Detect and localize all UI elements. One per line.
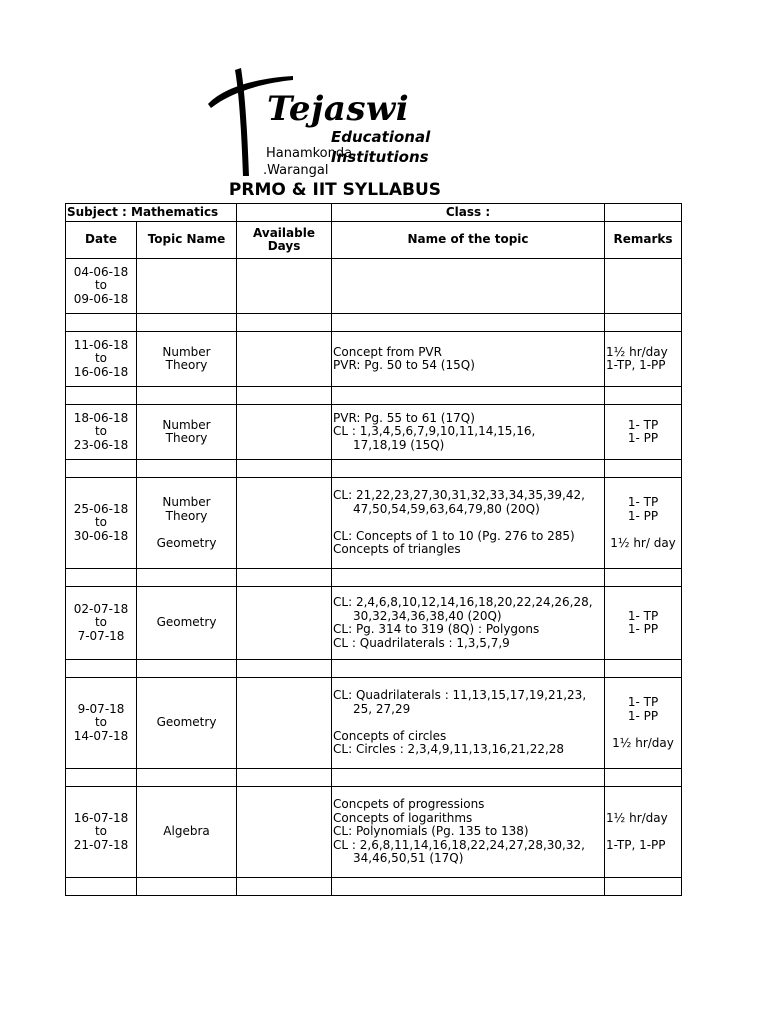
remarks-cell-line: 1-TP, 1-PP — [606, 837, 666, 852]
remarks-cell-line: 1-TP, 1-PP — [606, 358, 666, 372]
date-cell-line: 30-06-18 — [73, 528, 129, 543]
remarks-cell-line: 1- PP — [627, 508, 659, 523]
topic-name-cell-line: Geometry — [156, 715, 217, 730]
spacer-cell — [137, 878, 237, 896]
spacer-cell — [332, 314, 605, 332]
remarks-cell — [605, 405, 682, 460]
topic-detail-cell-line: CL: Circles : 2,3,4,9,11,13,16,21,22,28 — [333, 742, 565, 757]
spacer-cell — [66, 387, 137, 405]
available-days-cell — [237, 587, 332, 660]
remarks-cell-line: 1½ hr/day — [612, 735, 674, 750]
date-cell-line: 09-06-18 — [73, 291, 129, 306]
spacer-cell — [237, 314, 332, 332]
topic-name-cell — [137, 678, 237, 769]
spacer-cell — [137, 314, 237, 332]
topic-detail-cell-line: CL : Quadrilaterals : 1,3,5,7,9 — [333, 635, 510, 650]
table-row — [66, 587, 682, 660]
table-row — [66, 678, 682, 769]
logo-location-line2: .Warangal — [263, 163, 329, 178]
topic-detail-cell-line: Concepts of circles — [333, 728, 447, 743]
class-label: Class : — [332, 204, 605, 222]
spacer-cell — [605, 660, 682, 678]
document-title: PRMO & IIT SYLLABUS — [228, 180, 442, 200]
remarks-cell-line — [606, 523, 680, 537]
spacer-cell — [237, 460, 332, 478]
logo-brand-text: Tejaswi — [267, 89, 410, 129]
topic-name-cell-line: Theory — [165, 358, 208, 372]
remarks-cell-line: 1½ hr/day — [606, 810, 668, 825]
spacer-row — [66, 387, 682, 405]
remarks-cell-line: 1- TP — [627, 417, 659, 432]
remarks-cell — [605, 478, 682, 569]
topic-name-cell-line: Geometry — [156, 535, 217, 550]
logo-subtitle-educational: Educational — [331, 128, 431, 146]
spacer-cell — [66, 660, 137, 678]
spacer-cell — [605, 460, 682, 478]
remarks-cell-line: 1- PP — [627, 708, 659, 723]
date-cell-line: 02-07-18 — [73, 601, 129, 616]
remarks-cell — [605, 587, 682, 660]
topic-name-cell — [137, 587, 237, 660]
spacer-cell — [332, 878, 605, 896]
spacer-cell — [605, 878, 682, 896]
spacer-cell — [332, 769, 605, 787]
spacer-cell — [237, 769, 332, 787]
remarks-cell-line: 1½ hr/day — [606, 344, 668, 359]
available-days-cell — [237, 332, 332, 387]
remarks-cell — [605, 678, 682, 769]
topic-name-cell-line: Number — [162, 495, 211, 509]
remarks-cell-line: 1- PP — [627, 622, 659, 636]
col-header-remarks: Remarks — [605, 222, 682, 259]
topic-detail-cell — [332, 478, 605, 569]
date-cell — [66, 332, 137, 387]
topic-name-cell-line: Number — [162, 344, 211, 359]
date-cell-line: 04-06-18 — [73, 264, 129, 279]
remarks-cell-line — [606, 825, 680, 839]
table-row — [66, 259, 682, 314]
topic-detail-cell-line: CL: Polynomials (Pg. 135 to 138) — [333, 824, 529, 839]
date-cell — [66, 259, 137, 314]
topic-detail-cell-line: CL: 2,4,6,8,10,12,14,16,18,20,22,24,26,28, — [333, 595, 593, 609]
date-cell-line: to — [94, 278, 108, 293]
topic-name-cell-line — [138, 523, 235, 537]
topic-name-cell-line: Number — [162, 417, 211, 432]
spacer-cell — [66, 769, 137, 787]
spacer-cell — [605, 769, 682, 787]
spacer-row — [66, 878, 682, 896]
spacer-cell — [237, 660, 332, 678]
col-header-topic: Topic Name — [137, 222, 237, 259]
topic-detail-cell-line — [333, 516, 603, 530]
remarks-cell-line: 1½ hr/ day — [610, 535, 676, 550]
date-cell-line: to — [94, 824, 108, 839]
topic-detail-cell-line: 17,18,19 (15Q) — [353, 437, 445, 452]
spacer-cell — [237, 569, 332, 587]
subject-spacer-cell — [237, 204, 332, 222]
topic-detail-cell-line: Concept from PVR — [333, 344, 442, 359]
topic-detail-cell-line — [333, 716, 603, 730]
topic-name-cell — [137, 332, 237, 387]
topic-detail-cell — [332, 332, 605, 387]
date-cell — [66, 478, 137, 569]
date-cell-line: 18-06-18 — [73, 410, 129, 425]
date-cell-line: 11-06-18 — [73, 337, 129, 352]
topic-detail-cell-line: Concepts of triangles — [333, 542, 461, 557]
topic-detail-cell-line: CL: 21,22,23,27,30,31,32,33,34,35,39,42, — [333, 488, 585, 503]
subject-label: Subject : Mathematics — [66, 204, 237, 222]
subject-row — [66, 204, 682, 222]
syllabus-table — [65, 203, 682, 896]
date-cell-line: 25-06-18 — [73, 501, 129, 516]
topic-detail-cell-line: Concepts of logarithms — [333, 810, 473, 825]
remarks-cell — [605, 332, 682, 387]
spacer-cell — [237, 387, 332, 405]
remarks-cell-line: 1- PP — [627, 431, 659, 445]
date-cell-line: 23-06-18 — [73, 437, 129, 452]
spacer-cell — [332, 569, 605, 587]
spacer-cell — [66, 460, 137, 478]
topic-detail-cell — [332, 787, 605, 878]
spacer-cell — [66, 569, 137, 587]
topic-detail-cell-line: 47,50,54,59,63,64,79,80 (20Q) — [353, 501, 540, 516]
topic-name-cell-line: Theory — [165, 431, 208, 445]
spacer-cell — [137, 769, 237, 787]
available-days-cell — [237, 478, 332, 569]
date-cell-line: to — [94, 715, 108, 730]
topic-detail-cell-line: PVR: Pg. 55 to 61 (17Q) — [333, 410, 475, 425]
topic-detail-cell-line: 34,46,50,51 (17Q) — [353, 851, 464, 866]
date-cell-line: 16-07-18 — [73, 810, 129, 825]
date-cell-line: to — [94, 351, 108, 366]
spacer-cell — [332, 460, 605, 478]
available-days-cell — [237, 405, 332, 460]
topic-detail-cell — [332, 259, 605, 314]
spacer-cell — [66, 314, 137, 332]
topic-name-cell — [137, 478, 237, 569]
topic-detail-cell-line: 30,32,34,36,38,40 (20Q) — [353, 608, 502, 623]
spacer-row — [66, 314, 682, 332]
spacer-cell — [332, 387, 605, 405]
topic-detail-cell-line: CL : 2,6,8,11,14,16,18,22,24,27,28,30,32, — [333, 837, 585, 852]
logo-subtitle-institutions: Institutions — [331, 148, 429, 166]
topic-name-cell-line: Algebra — [163, 824, 210, 839]
spacer-cell — [137, 569, 237, 587]
topic-name-cell — [137, 405, 237, 460]
spacer-cell — [137, 387, 237, 405]
spacer-cell — [605, 569, 682, 587]
spacer-cell — [237, 878, 332, 896]
table-row — [66, 787, 682, 878]
logo-location-line1: Hanamkonda, — [266, 146, 357, 161]
remarks-cell — [605, 259, 682, 314]
date-cell — [66, 405, 137, 460]
table-row — [66, 478, 682, 569]
class-value-cell — [605, 204, 682, 222]
date-cell-line: to — [94, 615, 108, 630]
remarks-cell — [605, 787, 682, 878]
topic-name-cell-line: Theory — [165, 508, 208, 523]
spacer-cell — [605, 387, 682, 405]
date-cell-line: 16-06-18 — [73, 364, 129, 379]
topic-name-cell — [137, 787, 237, 878]
spacer-cell — [66, 878, 137, 896]
available-days-cell — [237, 787, 332, 878]
remarks-cell-line: 1- TP — [627, 695, 659, 709]
topic-detail-cell-line: CL : 1,3,4,5,6,7,9,10,11,14,15,16, — [333, 424, 536, 439]
topic-detail-cell-line: CL: Quadrilaterals : 11,13,15,17,19,21,23, — [333, 688, 587, 703]
table-row — [66, 405, 682, 460]
spacer-cell — [332, 660, 605, 678]
date-cell-line: 7-07-18 — [77, 628, 125, 643]
spacer-cell — [137, 460, 237, 478]
topic-detail-cell-line: CL: Pg. 314 to 319 (8Q) : Polygons — [333, 622, 540, 636]
date-cell-line: 21-07-18 — [73, 837, 129, 852]
remarks-cell-line: 1- TP — [627, 608, 659, 623]
column-header-row — [66, 222, 682, 259]
date-cell-line: 9-07-18 — [77, 701, 125, 716]
date-cell — [66, 678, 137, 769]
spacer-row — [66, 660, 682, 678]
remarks-cell-line: 1- TP — [627, 495, 659, 509]
topic-detail-cell-line: Concpets of progressions — [333, 797, 485, 812]
topic-detail-cell-line: PVR: Pg. 50 to 54 (15Q) — [333, 358, 475, 372]
spacer-cell — [137, 660, 237, 678]
topic-detail-cell — [332, 587, 605, 660]
topic-detail-cell — [332, 678, 605, 769]
date-cell-line: to — [94, 424, 108, 439]
remarks-cell-line — [606, 723, 680, 737]
topic-name-cell — [137, 259, 237, 314]
institution-logo — [205, 64, 455, 180]
table-row — [66, 332, 682, 387]
spacer-row — [66, 460, 682, 478]
spacer-cell — [605, 314, 682, 332]
spacer-row — [66, 569, 682, 587]
available-days-cell — [237, 678, 332, 769]
col-header-name: Name of the topic — [332, 222, 605, 259]
spacer-row — [66, 769, 682, 787]
col-header-date: Date — [66, 222, 137, 259]
col-header-days: Available Days — [237, 222, 332, 259]
date-cell — [66, 787, 137, 878]
topic-detail-cell-line: 25, 27,29 — [353, 701, 411, 716]
topic-name-cell-line: Geometry — [156, 615, 217, 630]
available-days-cell — [237, 259, 332, 314]
topic-detail-cell-line: CL: Concepts of 1 to 10 (Pg. 276 to 285) — [333, 528, 575, 543]
date-cell-line: 14-07-18 — [73, 728, 129, 743]
date-cell — [66, 587, 137, 660]
date-cell-line: to — [94, 515, 108, 530]
topic-detail-cell — [332, 405, 605, 460]
